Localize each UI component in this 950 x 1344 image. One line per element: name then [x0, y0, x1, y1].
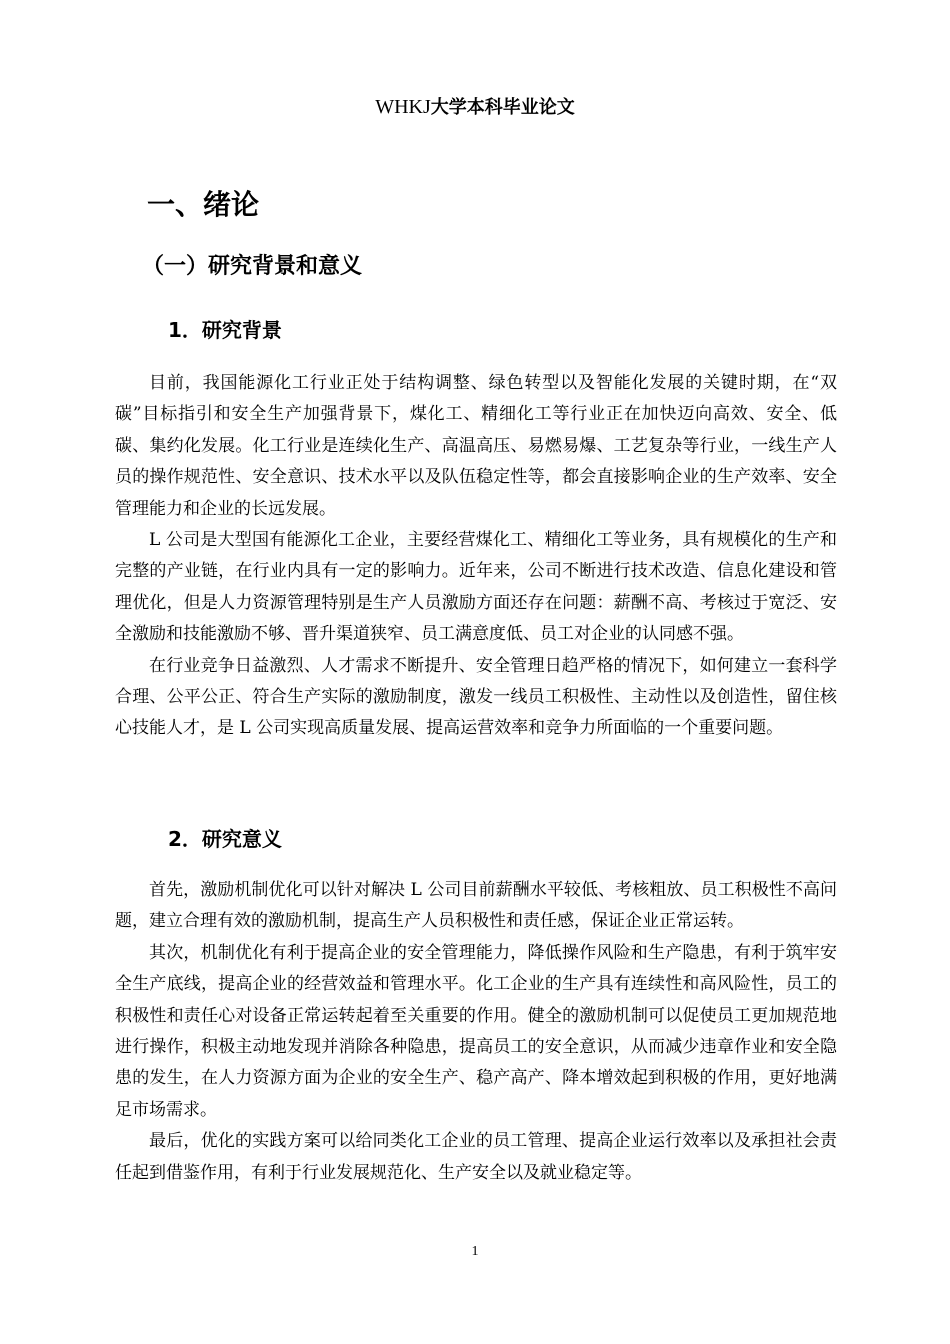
chapter-title: 一、绪论 [147, 188, 260, 221]
paragraph: L 公司是大型国有能源化工企业，主要经营煤化工、精细化工等业务，具有规模化的生产和完整的产业链，在行业内具有一定的影响力。近年来，公司不断进行技术改造、信息化建设和管理优化，但是人力资源管理特别是生产人员激励方面还存在问题：薪酬不高、考核过于宽泛、安全激励和技能激励不够、晋升渠道狭窄、员工满意度低、员工对企业的认同感不强。 [115, 530, 837, 645]
header-university-code: WHKJ [375, 96, 431, 118]
subsection-title-background: 1．研究背景 [168, 318, 282, 342]
significance-body [115, 875, 837, 1189]
paragraph: 在行业竞争日益激烈、人才需求不断提升、安全管理日趋严格的情况下，如何建立一套科学合理、公平公正、符合生产实际的激励制度，激发一线员工积极性、主动性以及创造性，留住核心技能人才，是 L 公司实现高质量发展、提高运营效率和竞争力所面临的一个重要问题。 [115, 655, 837, 739]
paragraph: 其次，机制优化有利于提高企业的安全管理能力，降低操作风险和生产隐患，有利于筑牢安全生产底线，提高企业的经营效益和管理水平。化工企业的生产具有连续性和高风险性，员工的积极性和责任心对设备正常运转起着至关重要的作用。健全的激励机制可以促使员工更加规范地进行操作，积极主动地发现并消除各种隐患，提高员工的安全意识，从而减少违章作业和安全隐患的发生，在人力资源方面为企业的安全生产、稳产高产、降本增效起到积极的作用，更好地满足市场需求。 [115, 942, 837, 1120]
page-number: 1 [471, 1244, 479, 1259]
subsection-title-significance: 2．研究意义 [168, 827, 282, 851]
paragraph: 最后，优化的实践方案可以给同类化工企业的员工管理、提高企业运行效率以及承担社会责任起到借鉴作用，有利于行业发展规范化、生产安全以及就业稳定等。 [115, 1131, 837, 1183]
section-title: （一）研究背景和意义 [142, 254, 363, 279]
paragraph: 目前，我国能源化工行业正处于结构调整、绿色转型以及智能化发展的关键时期，在“双碳”目标指引和安全生产加强背景下，煤化工、精细化工等行业正在加快迈向高效、安全、低碳、集约化发展。化工行业是连续化生产、高温高压、易燃易爆、工艺复杂等行业，一线生产人员的操作规范性、安全意识、技术水平以及队伍稳定性等，都会直接影响企业的生产效率、安全管理能力和企业的长远发展。 [115, 373, 837, 519]
background-body [115, 368, 837, 745]
header-thesis-label: 大学本科毕业论文 [430, 97, 575, 118]
paragraph: 首先，激励机制优化可以针对解决 L 公司目前薪酬水平较低、考核粗放、员工积极性不高问题，建立合理有效的激励机制，提高生产人员积极性和责任感，保证企业正常运转。 [115, 880, 837, 932]
running-header [0, 94, 950, 121]
